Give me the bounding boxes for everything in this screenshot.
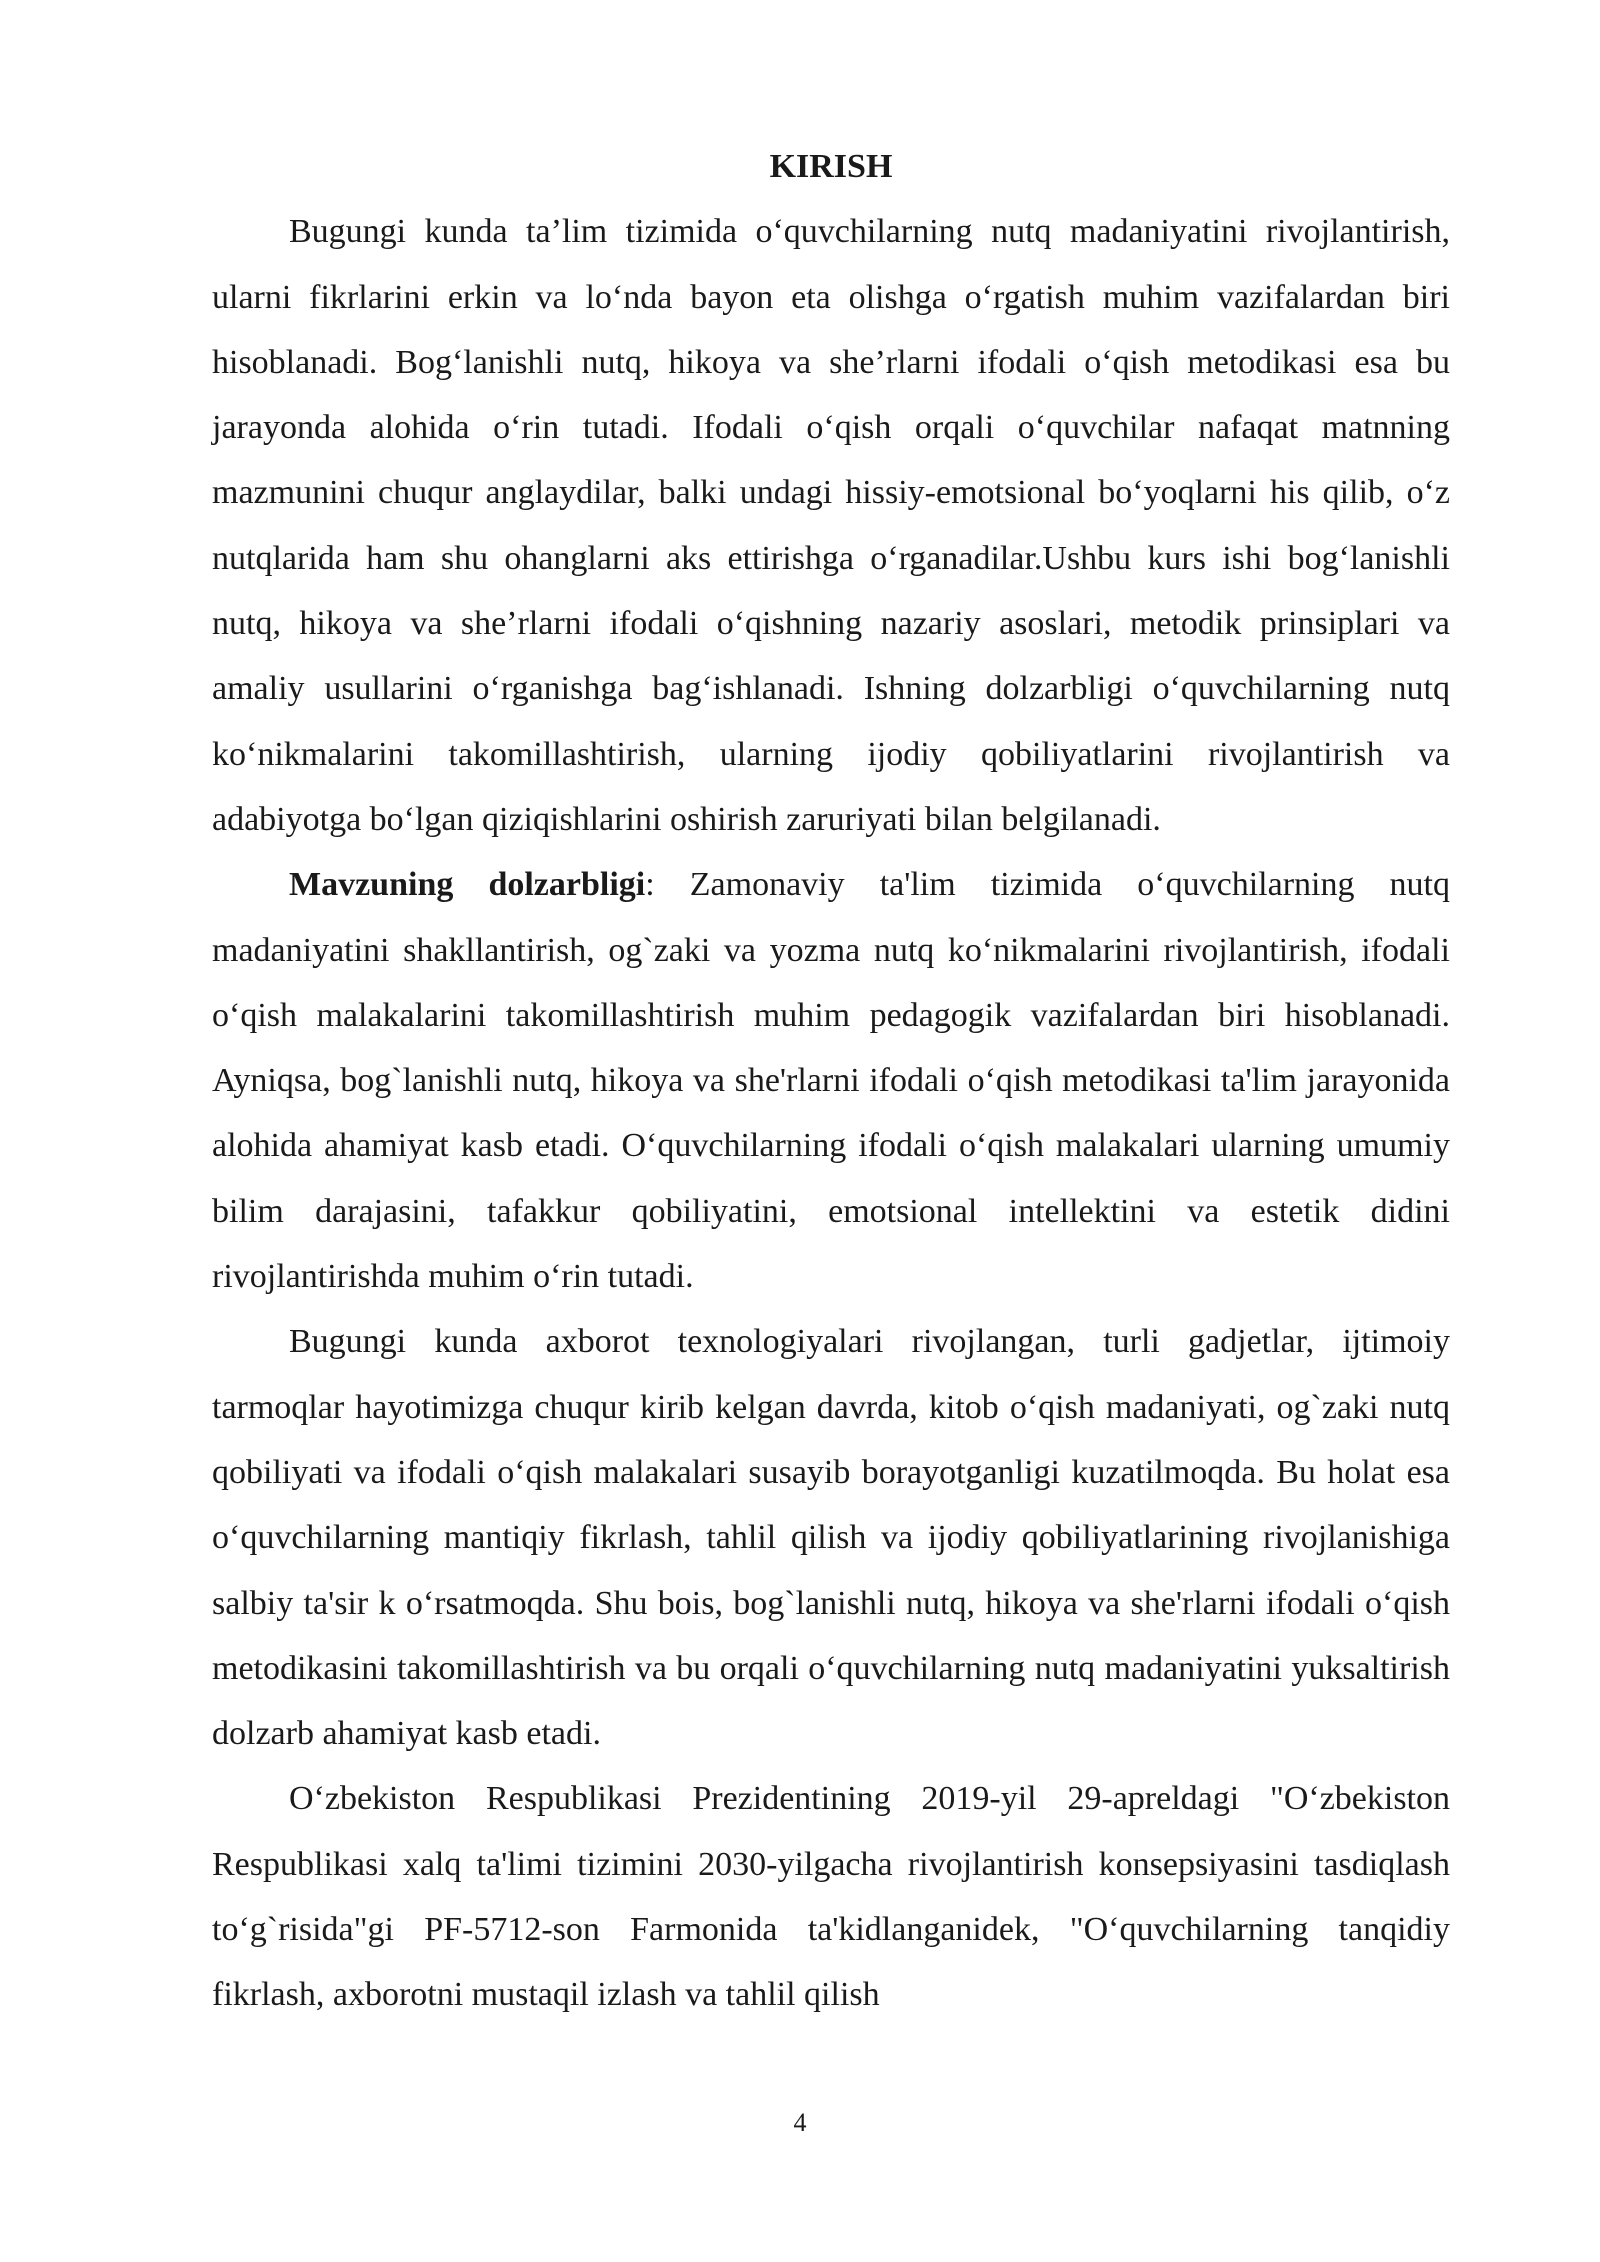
page-number: 4 [793,2108,807,2137]
section-title: KIRISH [769,148,893,185]
paragraph-text: Bugungi kunda ta’lim tizimida o‘quvchilarning nutq madaniyatini rivojlantirish, ularni fikrlarini erkin va lo‘nda bayon eta olishga o‘rgatish muhim vazifalardan biri hisoblanadi. Bog‘lanishli nutq, hikoya va she’rlarni ifodali o‘qish metodikasi esa bu jarayonda alohida o‘rin tutadi. Ifodali o‘qish orqali o‘quvchilar nafaqat matnning mazmunini chuqur anglaydilar, balki undagi hissiy-emotsional bo‘yoqlarni his qilib, o‘z nutqlarida ham shu ohanglarni aks ettirishga o‘rganadilar.Ushbu kurs ishi bog‘lanishli nutq, hikoya va she’rlarni ifodali o‘qishning nazariy asoslari, metodik prinsiplari va amaliy usullarini o‘rganishga bag‘ishlanadi. Ishning dolzarbligi o‘quvchilarning nutq ko‘nikmalarini takomillashtirish, ularning ijodiy qobiliyatlarini rivojlantirish va adabiyotga bo‘lgan qiziqishlarini oshirish zaruriyati bilan belgilanadi. [212,213,1450,838]
page-content [212,134,1450,2028]
paragraph-text: Bugungi kunda axborot texnologiyalari rivojlangan, turli gadjetlar, ijtimoiy tarmoqlar hayotimizga chuqur kirib kelgan davrda, kitob o‘qish madaniyati, og`zaki nutq qobiliyati va ifodali o‘qish malakalari susayib borayotganligi kuzatilmoqda. Bu holat esa o‘quvchilarning mantiqiy fikrlash, tahlil qilish va ijodiy qobiliyatlarining rivojlanishiga salbiy ta'sir k o‘rsatmoqda. Shu bois, bog`lanishli nutq, hikoya va she'rlarni ifodali o‘qish metodikasini takomillashtirish va bu orqali o‘quvchilarning nutq madaniyatini yuksaltirish dolzarb ahamiyat kasb etadi. [212,1323,1450,1753]
paragraph-lead-relevance: Mavzuning dolzarbligi [289,866,646,904]
paragraph-text: : Zamonaviy ta'lim tizimida o‘quvchilarning nutq madaniyatini shakllantirish, og`zaki va yozma nutq ko‘nikmalarini rivojlantirish, ifodali o‘qish malakalarini takomillashtirish muhim pedagogik vazifalardan biri hisoblanadi. Ayniqsa, bog`lanishli nutq, hikoya va she'rlarni ifodali o‘qish metodikasi ta'lim jarayonida alohida ahamiyat kasb etadi. O‘quvchilarning ifodali o‘qish malakalari ularning umumiy bilim darajasini, tafakkur qobiliyatini, emotsional intellektini va estetik didini rivojlantirishda muhim o‘rin tutadi. [212,866,1450,1296]
paragraph-text: O‘zbekiston Respublikasi Prezidentining 2019-yil 29-apreldagi "O‘zbekiston Respublikasi xalq ta'limi tizimini 2030-yilgacha rivojlantirish konsepsiyasini tasdiqlash to‘g`risida"gi PF-5712-son Farmonida ta'kidlanganidek, "O‘quvchilarning tanqidiy fikrlash, axborotni mustaqil izlash va tahlil qilish [212,1780,1450,2014]
paragraph-technology [212,1309,1450,1766]
paragraph-relevance [212,852,1450,1309]
paragraph-intro [212,199,1450,852]
paragraph-decree [212,1766,1450,2027]
